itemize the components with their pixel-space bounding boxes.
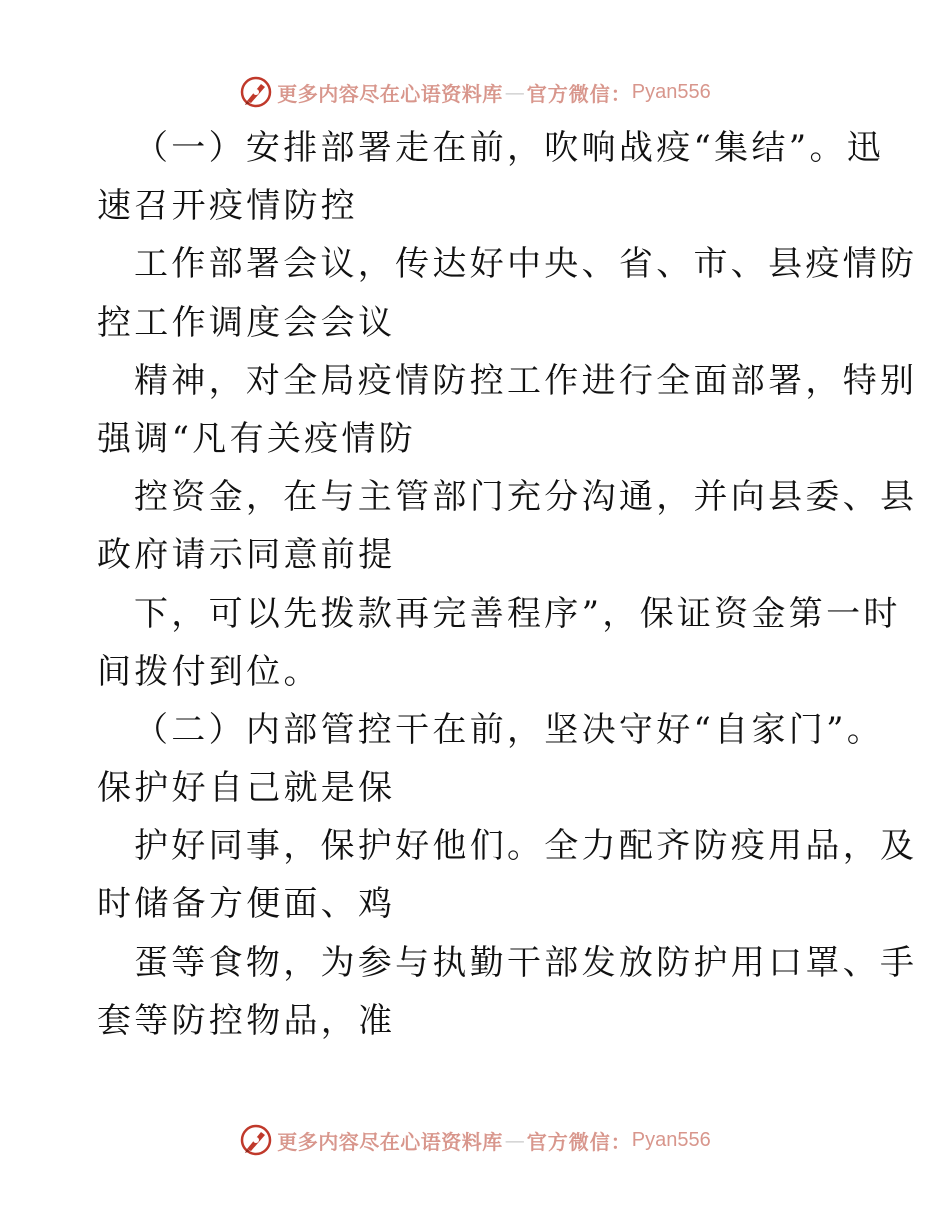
text-line: 时储备方便面、鸡 [97,884,396,925]
text-line: 控工作调度会会议 [97,302,396,343]
text-line: 套等防控物品，准 [97,1000,396,1041]
text-line: （二）内部管控干在前，坚决守好“自家门”。 [134,709,885,750]
watermark-separator: — [504,1128,525,1152]
header-watermark [0,70,950,114]
pen-logo-icon [239,75,273,109]
text-line: 控资金，在与主管部门充分沟通，并向县委、县 [134,477,918,518]
text-line: 政府请示同意前提 [97,535,396,576]
text-line: 护好同事，保护好他们。全力配齐防疫用品，及 [134,826,918,867]
watermark-text: 更多内容尽在心语资料库 [277,1129,503,1154]
text-line: 保护好自己就是保 [97,768,396,809]
text-line: 下，可以先拨款再完善程序”，保证资金第一时 [134,593,901,634]
watermark-wechat-id: Pyan556 [631,1128,711,1151]
text-line: 强调“凡有关疫情防 [97,418,417,459]
text-line: 蛋等食物，为参与执勤干部发放防护用口罩、手 [134,942,918,983]
text-line: 工作部署会议，传达好中央、省、市、县疫情防 [134,244,918,285]
watermark-wechat-label: 官方微信： [526,1129,632,1154]
watermark-wechat-label: 官方微信： [526,81,632,106]
watermark-separator: — [504,80,525,104]
watermark-wechat-id: Pyan556 [631,80,711,103]
document-body [97,119,918,1050]
footer-watermark [0,1118,950,1162]
text-line: （一）安排部署走在前，吹响战疫“集结”。迅 [134,128,885,168]
watermark-text: 更多内容尽在心语资料库 [277,81,503,106]
text-line: 速召开疫情防控 [97,186,359,227]
pen-logo-icon [239,1123,273,1157]
text-line: 精神，对全局疫情防控工作进行全面部署，特别 [134,360,918,401]
text-line: 间拨付到位。 [97,651,321,692]
